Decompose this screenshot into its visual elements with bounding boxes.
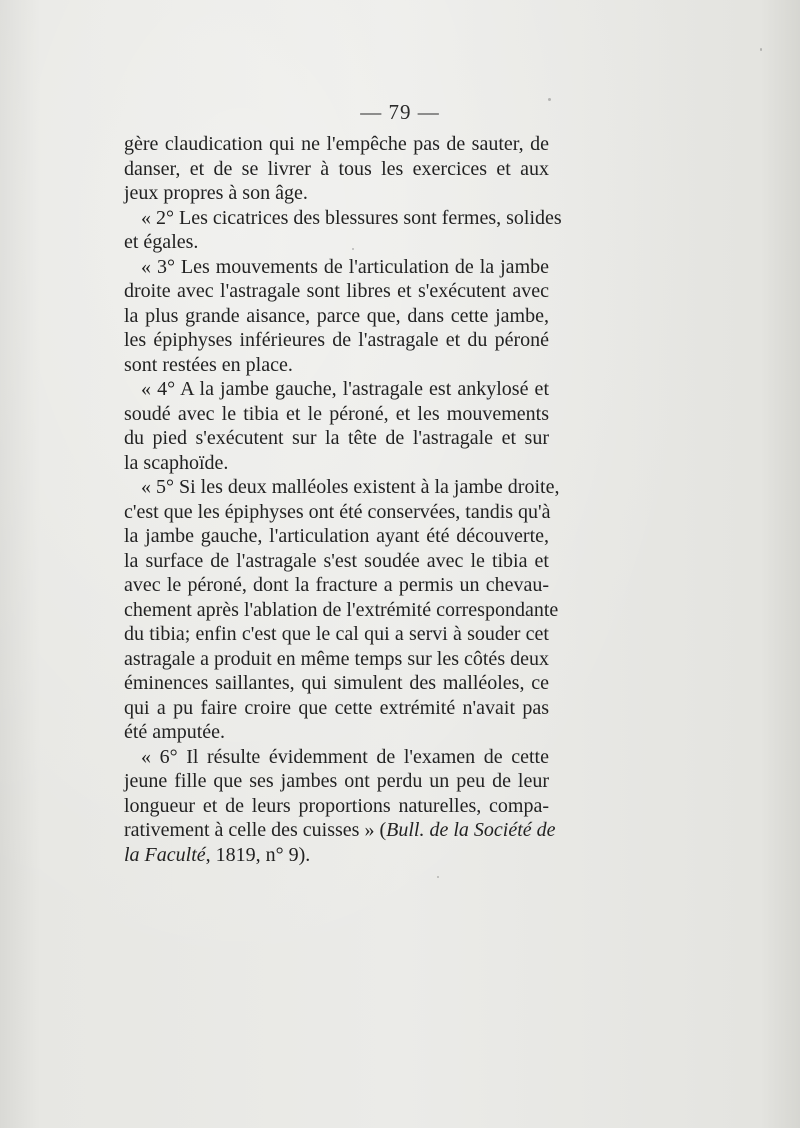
text-line: du tibia; enfin c'est que le cal qui a servi à souder cet [124, 623, 549, 645]
text-line: qui a pu faire croire que cette extrémité n'avait pas [124, 696, 549, 719]
paper-speck [352, 248, 354, 250]
text-line: soudé avec le tibia et le péroné, et les mouvements [124, 402, 549, 425]
text-line: gère claudication qui ne l'empêche pas de sauter, de [124, 133, 549, 155]
citation-italic: Bull. de la Société de [386, 819, 556, 841]
text-line: la scaphoïde. [124, 451, 229, 474]
text-line: éminences saillantes, qui simulent des malléoles, ce [124, 672, 549, 694]
text-line: et égales. [124, 231, 199, 253]
body-text [124, 132, 562, 867]
text-line: la plus grande aisance, parce que, dans cette jambe, [124, 304, 549, 327]
citation-line [124, 818, 556, 843]
text-line: « 2° Les cicatrices des blessures sont fermes, solides [141, 206, 562, 229]
text-line: la surface de l'astragale s'est soudée avec le tibia et [124, 549, 549, 572]
paper-speck [437, 876, 439, 878]
text-line: avec le péroné, dont la fracture a permis un chevau- [124, 574, 549, 596]
text-line: la jambe gauche, l'articulation ayant été découverte, [124, 525, 549, 547]
text-line: longueur et de leurs proportions naturelles, compa- [124, 794, 549, 817]
page-number: — 79 — [360, 100, 440, 124]
text-line: jeux propres à son âge. [124, 182, 308, 204]
text-line: « 4° A la jambe gauche, l'astragale est ankylosé et [141, 378, 549, 400]
text-line: sont restées en place. [124, 353, 293, 376]
text-line: « 3° Les mouvements de l'articulation de la jambe [141, 255, 549, 278]
text-line: danser, et de se livrer à tous les exercices et aux [124, 157, 549, 180]
citation-line [124, 843, 549, 868]
text-line: été amputée. [124, 721, 226, 743]
text-line: jeune fille que ses jambes ont perdu un peu de leur [124, 770, 549, 792]
text-line: droite avec l'astragale sont libres et s'exécutent avec [124, 280, 549, 302]
text-line: c'est que les épiphyses ont été conservées, tandis qu'à [124, 500, 551, 523]
paper-speck [548, 98, 551, 101]
text-fragment: rativement à celle des cuisses » ( [124, 819, 387, 841]
text-line: du pied s'exécutent sur la tête de l'astragale et sur [124, 427, 549, 449]
citation-italic: la Faculté [124, 843, 206, 866]
text-line: chement après l'ablation de l'extrémité correspondante [124, 598, 559, 621]
citation-suffix: , 1819, n° 9). [205, 843, 311, 866]
text-line: les épiphyses inférieures de l'astragale et du péroné [124, 329, 549, 351]
text-line: astragale a produit en même temps sur les côtés deux [124, 647, 549, 670]
text-line: « 5° Si les deux malléoles existent à la jambe droite, [141, 476, 560, 498]
paper-speck [760, 48, 762, 51]
text-line: « 6° Il résulte évidemment de l'examen de cette [141, 745, 549, 768]
